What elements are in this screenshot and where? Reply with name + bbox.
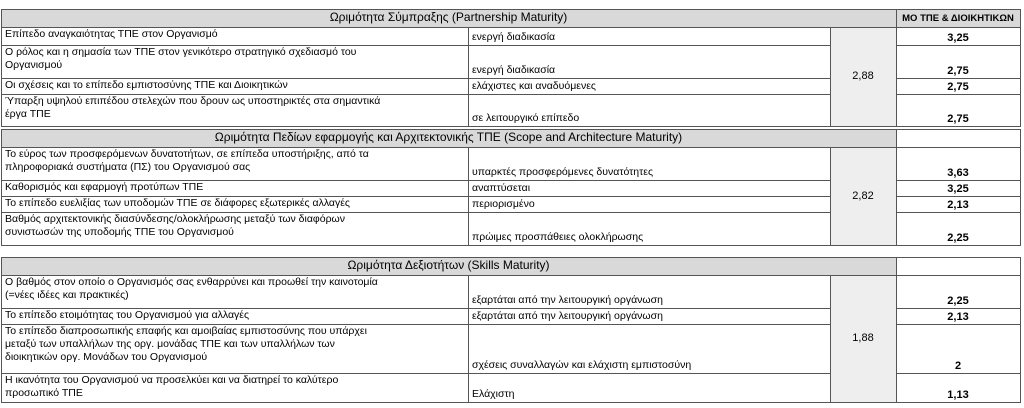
section-average: 1,88: [830, 275, 896, 402]
answer-cell: [468, 180, 830, 196]
grid-line: [1, 78, 831, 79]
grid-line: [1, 27, 1021, 28]
score-cell: 2: [954, 360, 962, 372]
grid-line: [896, 308, 1021, 309]
answer-text: ενεργή διαδικασία: [472, 31, 556, 43]
grid-line: [896, 9, 897, 28]
grid-line: [1, 147, 1021, 148]
grid-line: [1, 126, 1021, 127]
question-text: Ο ρόλος και η σημασία των ΤΠΕ στον γενικότερο στρατηγικό σχεδιασμό του: [5, 46, 357, 58]
question-text: πληροφοριακά συστήματα (ΠΣ) του Οργανισμού σας: [5, 161, 251, 173]
grid-line: [1, 129, 2, 148]
grid-line: [896, 78, 1021, 79]
answer-cell: [468, 212, 830, 245]
answer-cell: [468, 308, 830, 324]
question-cell: [1, 78, 468, 94]
score-cell: 2,75: [947, 65, 969, 77]
grid-line: [1, 275, 1021, 276]
grid-line: [896, 324, 1021, 325]
grid-line: [468, 275, 469, 403]
answer-text: περιορισμένο: [472, 198, 535, 210]
grid-line: [830, 27, 831, 127]
question-text: συνιστωσών της υποδομής ΤΠΕ του Οργανισμού: [5, 226, 234, 238]
question-cell: [1, 324, 468, 373]
answer-text: Ελάχιστη: [472, 388, 515, 400]
score-cell: 2,25: [947, 295, 969, 307]
section-header: Ωριμότητα Δεξιοτήτων (Skills Maturity): [1, 257, 896, 275]
answer-text: ελάχιστες και αναδυόμενες: [472, 80, 596, 92]
grid-line: [1, 324, 831, 325]
section-header: Ωριμότητα Πεδίων εφαρμογής και Αρχιτεκτονικής ΤΠΕ (Scope and Architecture Maturity): [1, 129, 896, 147]
question-cell: [1, 180, 468, 196]
question-text: διοικητικών οργ. Μονάδων του Οργανισμού: [5, 351, 208, 363]
grid-line: [1, 9, 1021, 10]
answer-cell: [468, 275, 830, 308]
grid-line: [896, 373, 1021, 374]
grid-line: [1, 373, 831, 374]
question-text: Οι σχέσεις και το επίπεδο εμπιστοσύνης ΤΠΕ και Διοικητικών: [5, 79, 288, 91]
grid-line: [830, 275, 831, 403]
answer-cell: [468, 147, 830, 180]
section-average: 2,82: [830, 147, 896, 245]
grid-line: [896, 129, 897, 148]
question-text: Το επίπεδο ετοιμότητας του Οργανισμού για αλλαγές: [5, 309, 250, 321]
answer-cell: [468, 45, 830, 78]
question-cell: [1, 212, 468, 245]
answer-text: εξαρτάται από την λειτουργική οργάνωση: [472, 310, 663, 322]
score-cell: 2,25: [947, 232, 969, 244]
grid-line: [1, 275, 2, 403]
answer-text: εξαρτάται από την λειτουργική οργάνωση: [472, 294, 663, 306]
grid-line: [1, 9, 2, 28]
question-cell: [1, 45, 468, 78]
question-cell: [1, 196, 468, 212]
grid-line: [1, 402, 1021, 403]
answer-cell: [468, 78, 830, 94]
score-cell: 3,63: [947, 167, 969, 179]
grid-line: [1, 129, 1021, 130]
question-text: Επίπεδο αναγκαιότητας ΤΠΕ στον Οργανισμό: [5, 28, 218, 40]
grid-line: [468, 27, 469, 127]
grid-line: [1, 94, 831, 95]
grid-line: [896, 212, 1021, 213]
grid-line: [896, 45, 1021, 46]
grid-line: [1, 45, 831, 46]
question-text: έργα ΤΠΕ: [5, 108, 51, 120]
score-cell: 1,13: [947, 389, 969, 401]
score-column-header: ΜΟ ΤΠΕ & ΔΙΟΙΚΗΤΙΚΩΝ: [896, 9, 1020, 27]
answer-cell: [468, 27, 830, 45]
question-text: Η ικανότητα του Οργανισμού να προσελκύει και να διατηρεί το καλύτερο: [5, 374, 339, 386]
question-text: Ύπαρξη υψηλού επιπέδου στελεχών που δρουν ως υποστηρικτές στα σημαντικά: [5, 95, 381, 107]
answer-text: αναπτύσεται: [472, 182, 531, 194]
score-cell: 2,13: [947, 199, 969, 211]
question-text: μεταξύ των υπαλλήλων της οργ. μονάδας ΤΠΕ και των υπαλλήλων των: [5, 338, 335, 350]
question-text: Το επίπεδο ευελιξίας των υποδομών ΤΠΕ σε διάφορες εξωτερικές αλλαγές: [5, 197, 350, 209]
question-text: Το επίπεδο διαπροσωπικής επαφής και αμοιβαίας εμπιστοσύνης που υπάρχει: [5, 325, 367, 337]
score-cell: 2,75: [947, 113, 969, 125]
grid-line: [1, 245, 1021, 246]
grid-line: [896, 180, 1021, 181]
question-cell: [1, 94, 468, 126]
question-cell: [1, 308, 468, 324]
score-cell: 3,25: [947, 32, 969, 44]
question-cell: [1, 275, 468, 308]
score-cell: 3,25: [947, 183, 969, 195]
grid-line: [1020, 9, 1021, 28]
answer-cell: [468, 196, 830, 212]
grid-line: [896, 147, 897, 246]
section-average: 2,88: [830, 27, 896, 126]
grid-line: [896, 196, 1021, 197]
grid-line: [896, 275, 897, 403]
grid-line: [1, 196, 831, 197]
grid-line: [896, 94, 1021, 95]
question-text: προσωπικό ΤΠΕ: [5, 387, 83, 399]
answer-cell: [468, 94, 830, 126]
grid-line: [830, 147, 831, 246]
grid-line: [1020, 27, 1021, 127]
answer-text: ενεργή διαδικασία: [472, 64, 556, 76]
grid-line: [1020, 275, 1021, 403]
question-text: Ο βαθμός στον οποίο ο Οργανισμός σας ενθαρρύνει και προωθεί την καινοτομία: [5, 276, 378, 288]
answer-text: σε λειτουργικό επίπεδο: [472, 112, 580, 124]
answer-text: υπαρκτές προσφερόμενες δυνατότητες: [472, 166, 654, 178]
score-cell: 2,75: [947, 81, 969, 93]
score-cell: 2,13: [947, 311, 969, 323]
grid-line: [468, 147, 469, 246]
grid-line: [1, 212, 831, 213]
answer-text: πρώιμες προσπάθειες ολοκλήρωσης: [472, 231, 644, 243]
question-text: Οργανισμού: [5, 59, 63, 71]
grid-line: [896, 27, 897, 127]
answer-text: σχέσεις συναλλαγών και ελάχιστη εμπιστοσύνη: [472, 359, 692, 371]
grid-line: [1020, 129, 1021, 148]
question-text: (=νέες ιδέες και πρακτικές): [5, 289, 129, 301]
answer-cell: [468, 373, 830, 402]
grid-line: [1, 27, 2, 127]
question-cell: [1, 373, 468, 402]
section-header: Ωριμότητα Σύμπραξης (Partnership Maturity): [1, 9, 896, 27]
grid-line: [1020, 257, 1021, 276]
grid-line: [896, 257, 897, 276]
grid-line: [1, 257, 2, 276]
question-text: Καθορισμός και εφαρμογή προτύπων ΤΠΕ: [5, 181, 204, 193]
question-text: Το εύρος των προσφερόμενων δυνατοτήτων, σε επίπεδα υποστήριξης, από τα: [5, 148, 369, 160]
grid-line: [1, 147, 2, 246]
question-text: Βαθμός αρχιτεκτονικής διασύνδεσης/ολοκλήρωσης μεταξύ των διαφόρων: [5, 213, 345, 225]
question-cell: [1, 27, 468, 45]
answer-cell: [468, 324, 830, 373]
grid-line: [1, 308, 831, 309]
grid-line: [1020, 147, 1021, 246]
grid-line: [1, 257, 1021, 258]
question-cell: [1, 147, 468, 180]
grid-line: [1, 180, 831, 181]
